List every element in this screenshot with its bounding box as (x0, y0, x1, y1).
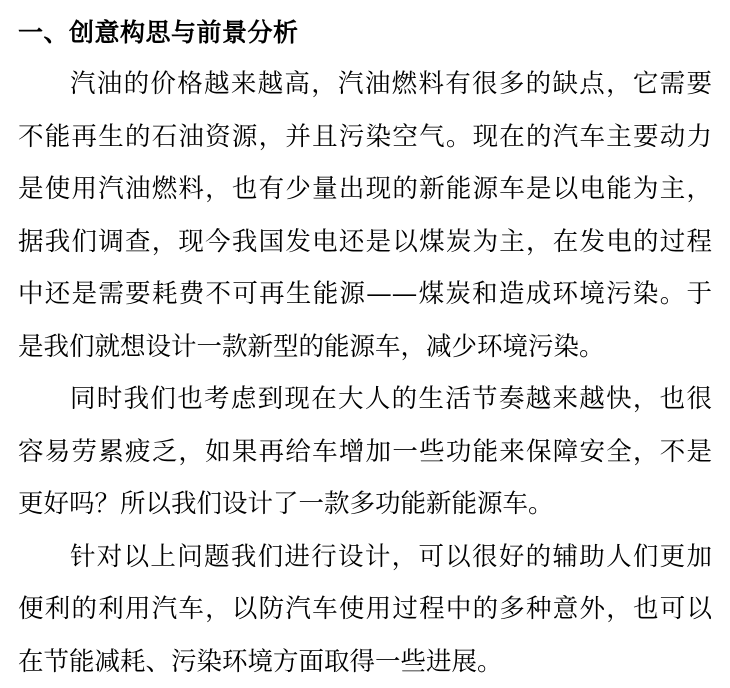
paragraph-line: 据我们调查，现今我国发电还是以煤炭为主，在发电的过程 (18, 216, 712, 269)
paragraph-line: 汽油的价格越来越高，汽油燃料有很多的缺点，它需要 (18, 58, 712, 111)
paragraph-2 (18, 373, 712, 531)
paragraph-line: 不能再生的石油资源，并且污染空气。现在的汽车主要动力 (18, 111, 712, 164)
paragraph-line: 是使用汽油燃料，也有少量出现的新能源车是以电能为主， (18, 163, 712, 216)
paragraph-line: 同时我们也考虑到现在大人的生活节奏越来越快，也很 (18, 373, 712, 426)
paragraph-line: 中还是需要耗费不可再生能源——煤炭和造成环境污染。于 (18, 268, 712, 321)
paragraph-line: 在节能减耗、污染环境方面取得一些进展。 (18, 636, 712, 688)
paragraph-line: 更好吗？所以我们设计了一款多功能新能源车。 (18, 478, 712, 531)
paragraph-line: 针对以上问题我们进行设计，可以很好的辅助人们更加 (18, 531, 712, 584)
paragraph-1 (18, 58, 712, 373)
section-heading: 一、创意构思与前景分析 (18, 14, 712, 52)
paragraph-line: 便利的利用汽车，以防汽车使用过程中的多种意外，也可以 (18, 583, 712, 636)
paragraph-3 (18, 531, 712, 688)
paragraph-line: 容易劳累疲乏，如果再给车增加一些功能来保障安全，不是 (18, 426, 712, 479)
paragraph-line: 是我们就想设计一款新型的能源车，减少环境污染。 (18, 321, 712, 374)
